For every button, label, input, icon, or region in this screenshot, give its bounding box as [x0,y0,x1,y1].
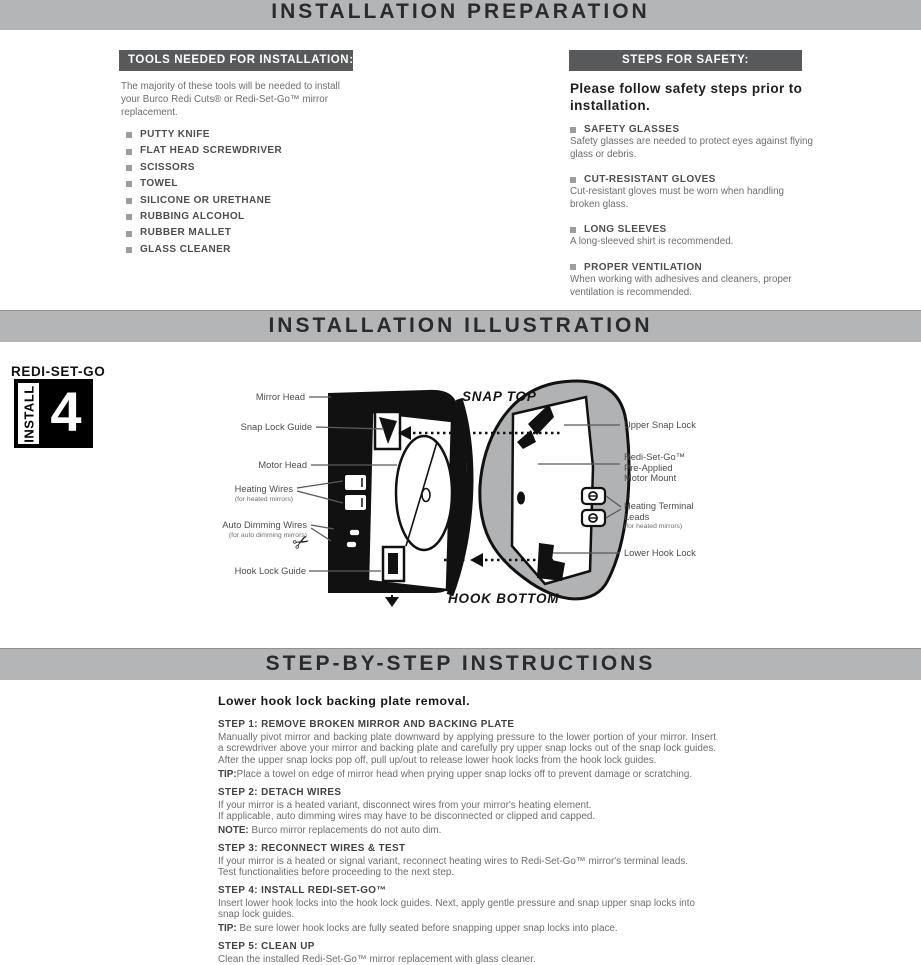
redi-set-go-brand-label: REDI-SET-GO [11,364,106,379]
list-item [570,224,815,249]
step-title: STEP 1: REMOVE BROKEN MIRROR AND BACKING PLATE [218,719,515,730]
square-bullet-icon [126,149,132,155]
installation-illustration [0,345,921,648]
tool-label: RUBBING ALCOHOL [140,210,245,222]
list-item [570,124,815,161]
square-bullet-icon [126,198,132,204]
safety-item-desc: Safety glasses are needed to protect eyes against flying glass or debris. [570,136,813,160]
list-item [126,225,366,241]
tool-label: TOWEL [140,178,178,190]
section-title: STEP-BY-STEP INSTRUCTIONS [265,652,656,675]
label-upper-snap-lock: Upper Snap Lock [624,420,696,430]
label-heating-wires: Heating Wires (for heated mirrors) [234,484,293,503]
square-bullet-icon [570,177,576,183]
label-lower-hook-lock: Lower Hook Lock [624,548,696,558]
list-item [126,242,366,258]
safety-item-desc: When working with adhesives and cleaners, proper ventilation is recommended. [570,273,792,298]
step-body: Insert lower hook locks into the hook lock guides. Next, apply gentle pressure and snap upper snap locks into snap lock guides. [218,897,696,921]
safety-items-list [570,124,815,312]
list-item [126,143,366,159]
square-bullet-icon [570,127,576,133]
label-hook-lock-guide: Hook Lock Guide [234,566,306,576]
tool-label: SILICONE OR URETHANE [140,194,272,206]
label-snap-lock-guide: Snap Lock Guide [240,422,312,432]
square-bullet-icon [126,247,132,253]
list-item [126,127,366,143]
square-bullet-icon [126,165,132,171]
label-auto-dimming-wires: Auto Dimming Wires (for auto dimming mirrors) [222,520,307,539]
left-arrow-icon [470,553,483,567]
section-bar-installation-illustration [0,310,921,342]
steps-subtitle: Lower hook lock backing plate removal. [218,694,471,708]
step-body-line: If your mirror is a heated variant, disconnect wires from your mirror's heating element. [218,799,592,811]
list-item [570,262,815,299]
snap-top-caption: SNAP TOP [462,389,537,404]
square-bullet-icon [570,227,576,233]
square-bullet-icon [570,264,576,270]
label-heating-terminal-leads: Heating Terminal Leads (for heated mirrors) [624,501,694,530]
step-title: STEP 2: DETACH WIRES [218,786,342,798]
step-body-line: Clean the installed Redi-Set-Go™ mirror replacement with glass cleaner. [218,953,536,965]
tool-label: RUBBER MALLET [140,227,232,239]
square-bullet-icon [126,231,132,237]
section-title: INSTALLATION ILLUSTRATION [268,314,653,337]
step-note: NOTE: Burco mirror replacements do not auto dim. [218,825,442,837]
tool-label: FLAT HEAD SCREWDRIVER [140,145,283,157]
section-bar-step-by-step [0,648,921,680]
step-body-line: Test functionalities before proceeding to the next step. [218,867,455,879]
safety-item-title: PROPER VENTILATION [570,262,815,273]
list-item [570,174,815,211]
step-tip: TIP:Place a towel on edge of mirror head when prying upper snap locks off to prevent damage or scratching. [218,769,693,781]
hook-bottom-caption: HOOK BOTTOM [448,591,560,606]
label-motor-mount: Redi-Set-Go™ Pre-Applied Motor Mount [624,452,685,483]
tool-label: PUTTY KNIFE [140,129,210,140]
tools-needed-header: TOOLS NEEDED FOR INSTALLATION: [119,50,353,71]
safety-item-title: LONG SLEEVES [570,224,815,235]
section-bar-installation-preparation [0,0,921,30]
square-bullet-icon [126,181,132,187]
list-item [126,176,366,192]
step-by-step-instructions [218,694,716,965]
step-tip: TIP: Be sure lower hook locks are fully seated before snapping upper snap locks into place. [218,923,618,935]
safety-item-title: CUT-RESISTANT GLOVES [570,174,815,185]
heating-wire-block [344,474,367,491]
square-bullet-icon [126,132,132,138]
label-mirror-head: Mirror Head [255,392,305,402]
step-title: STEP 5: CLEAN UP [218,940,315,952]
tool-label: SCISSORS [140,161,195,173]
install-step-badge [14,379,93,448]
step-body: Manually pivot mirror and backing plate downward by applying pressure to the lower portion of your mirror. Insert a screwdriver above your mirror and backing plate and carefully pry upper snap locks out of the snap lock guides. After the upper snap locks pop off, pull up/out to release lower hook locks from the hook lock guides. [218,732,716,766]
list-item [126,209,366,225]
step-body-line: If your mirror is a heated or signal variant, reconnect heating wires to Redi-Set-Go™ mirror's terminal leads. [218,855,689,867]
tool-label: GLASS CLEANER [140,243,231,255]
square-bullet-icon [126,214,132,220]
steps-for-safety-header: STEPS FOR SAFETY: [569,50,802,71]
safety-item-desc: A long-sleeved shirt is recommended. [570,236,734,248]
step-title: STEP 4: INSTALL REDI-SET-GO™ [218,884,387,896]
page-title: INSTALLATION PREPARATION [271,0,650,23]
label-motor-head: Motor Head [258,460,307,470]
down-arrow-icon [385,597,399,607]
install-step-number: 4 [50,380,82,443]
safety-item-title: SAFETY GLASSES [570,124,815,135]
tools-intro-text: The majority of these tools will be needed to install your Burco Redi Cuts® or Redi-Set-Go™ mirror replacement. [121,81,340,119]
scissors-icon: ✂ [289,529,315,557]
safety-item-desc: Cut-resistant gloves must be worn when handling broken glass. [570,186,785,210]
tools-list [126,127,366,258]
step-title: STEP 3: RECONNECT WIRES & TEST [218,842,406,854]
step-body-line: If applicable, auto dimming wires may have to be disconnected or clipped and capped. [218,811,596,823]
install-label-strip: INSTALL [18,383,39,444]
pivot-dot [517,492,525,505]
list-item [126,193,366,209]
list-item [126,160,366,176]
safety-intro-text: Please follow safety steps prior to installation. [570,81,803,113]
heating-wire-block [344,494,367,511]
